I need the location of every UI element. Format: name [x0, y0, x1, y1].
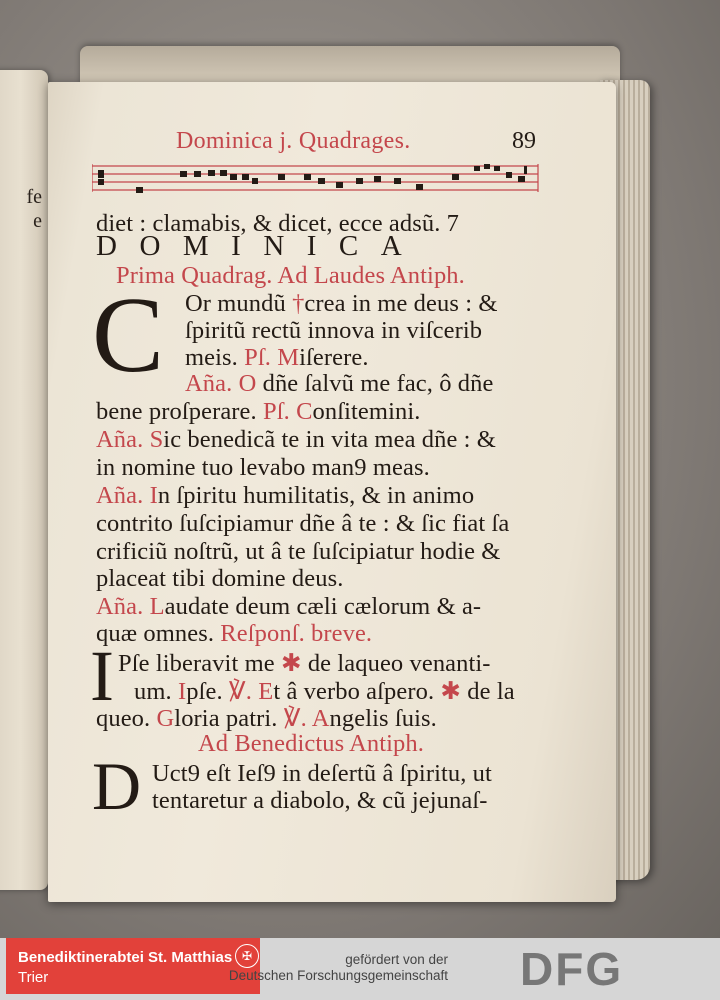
text-line: Aña. O dñe ſalvũ me fac, ô dñe	[185, 370, 494, 397]
text-line: Aña. Laudate deum cæli cælorum & a-	[96, 593, 482, 620]
dropcap-i: I	[90, 636, 114, 716]
rubric-line: Prima Quadrag. Ad Laudes Antiph.	[116, 262, 465, 289]
left-page-edge	[0, 70, 48, 890]
text-line: diet : clamabis, & dicet, ecce adsũ. 7	[96, 210, 460, 237]
text-line: ſpiritũ rectũ innova in viſcerib	[185, 317, 483, 344]
funder-name: Deutschen Forschungsgemeinschaft	[228, 968, 448, 983]
left-page-fragment: fe	[26, 186, 42, 208]
text-line: bene proſperare. Pſ. Conſitemini.	[96, 398, 421, 425]
text-line: meis. Pſ. Miſerere.	[185, 344, 369, 371]
abbey-logo-icon: ✠	[235, 944, 259, 968]
text-line: in nomine tuo levabo man9 meas.	[96, 454, 430, 481]
institution-badge[interactable]	[6, 938, 260, 994]
text-line: quæ omnes. Reſponſ. breve.	[96, 620, 373, 647]
section-title: DOMINICA	[96, 230, 425, 262]
institution-city: Trier	[18, 969, 49, 986]
text-line: Or mundũ †crea in me deus : &	[185, 290, 498, 317]
music-staff-neumes	[92, 162, 542, 198]
text-line: Pſe liberavit me ✱ de laqueo venanti-	[118, 650, 491, 677]
page-number: 89	[512, 128, 536, 154]
text-line: um. Ipſe. ℣. Et â verbo aſpero. ✱ de la	[134, 678, 515, 705]
text-line: tentaretur a diabolo, & cũ jejunaſ-	[152, 787, 488, 814]
book-top-edge	[80, 46, 620, 86]
left-page-fragment: e	[33, 210, 42, 232]
dfg-logo[interactable]: DFG	[520, 943, 624, 995]
text-line: contrito ſuſcipiamur dñe â te : & ſic fiat ſa	[96, 510, 510, 537]
text-line: Uct9 eſt Ieſ9 in deſertũ â ſpiritu, ut	[152, 760, 492, 787]
rubric-line: Ad Benedictus Antiph.	[198, 730, 424, 757]
funded-by-label: gefördert von der	[345, 952, 448, 967]
text-line: crificiũ noſtrũ, ut â te ſuſcipiatur hodie &	[96, 538, 501, 565]
text-line: Aña. Sic benedicã te in vita mea dñe : &	[96, 426, 496, 453]
text-line: placeat tibi domine deus.	[96, 565, 344, 592]
text-line: Aña. In ſpiritu humilitatis, & in animo	[96, 482, 475, 509]
institution-name: Benediktinerabtei St. Matthias	[18, 949, 233, 966]
text-line: queo. Gloria patri. ℣. Angelis ſuis.	[96, 705, 437, 732]
dropcap-c: C	[92, 276, 165, 395]
page-header: Dominica j. Quadrages.	[176, 128, 411, 154]
dropcap-d: D	[92, 748, 142, 824]
